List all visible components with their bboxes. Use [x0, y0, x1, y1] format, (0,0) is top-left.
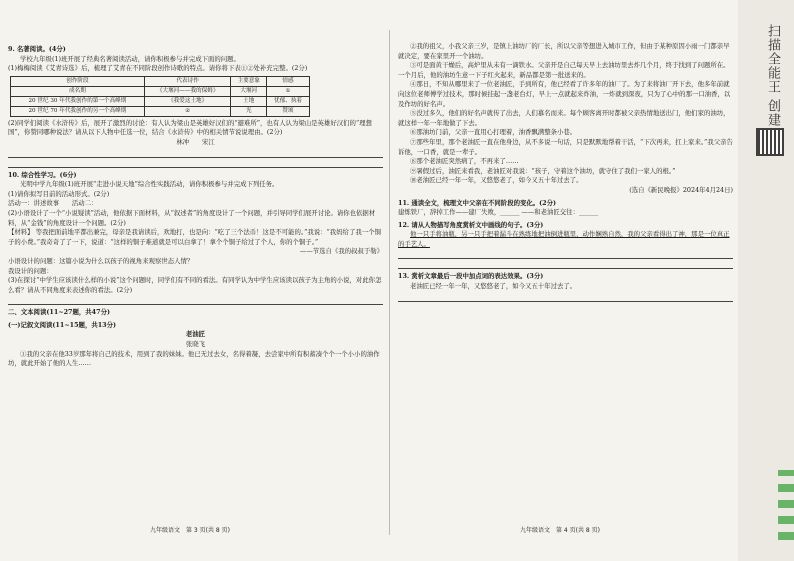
table-row	[11, 106, 310, 116]
q11: 11. 通读全文，梳理文中父亲在不同阶段的变化。(2分)	[398, 198, 557, 207]
answer-line	[398, 259, 733, 269]
table-cell: ①	[267, 86, 310, 96]
table-header-cell: 创作阶段	[11, 76, 145, 86]
article-paragraph: ③可是面黄干燥后，高炉里从未有一滴铁水。父亲开是自己每天早上去油坊里去炸几个月，终于找到了问题所在。一个月后，他的油坊生意一下子红火起来，新品都是第一批送来的。	[398, 61, 730, 79]
q13: 13. 赏析文章最后一段中加点词的表达效果。(3分)	[398, 272, 544, 281]
q9-part1: (1)梅梅阅读《艾青诗选》后，梳理了艾青在不同阶段创作诗歌的特点。请你将下表①②处补充完整。(2分)	[8, 64, 308, 73]
article-paragraph: ⑦那些年里，那个老油匠一直在他身边，从不多说一句话，只是默默地帮着干活，“下次再来，扛上家来。”我父亲告诉他，一口香，就是一辈子。	[398, 137, 733, 156]
poetry-table	[10, 76, 310, 117]
article-paragraph: ①我的父亲在他33岁那年将自己的技术，用到了我的妹妹。他已无过去女，名得着凝，去尝家中所有积蓄凑个个一个小小的油作坊，就此开始了他的人生……	[8, 349, 380, 368]
table-cell: 赞颂	[267, 106, 310, 116]
page-divider	[389, 30, 390, 535]
table-cell: 大堰河	[231, 86, 267, 96]
table-cell: 《我爱这土地》	[144, 96, 231, 106]
answer-line	[8, 158, 383, 168]
article-title: 老油匠	[185, 330, 206, 339]
answer-line	[398, 249, 733, 259]
q10-source: ——节选自《我的叔叔于勒》	[299, 247, 383, 256]
answer-line	[8, 295, 383, 305]
table-header-cell: 代表诗作	[144, 76, 231, 86]
q9-part2: (2)同学们阅读《水浒传》后，展开了激烈的讨论：有人认为梁山是英雄好汉们的“避难所”，也有人认为梁山是英雄好汉们的“理想国”，你赞同哪种说法？请从以下人物中任选一位，结合《水浒传》中的相关情节说说理由。(2分)	[8, 118, 372, 137]
answer-line	[398, 292, 733, 302]
q10-part2: (2)小语设计了一个“小说疑读”活动，他依据下面材料，从“叙述者”的角度设计了一个问题，并引导同学们展开讨论。请你也依据材料，从“金钱”的角度设计一个问题。(2分)	[8, 208, 376, 227]
table-cell: 土地	[231, 96, 267, 106]
table-row	[11, 86, 310, 96]
article-paragraph: ⑩老油匠已经一年一年，又悠悠老了，如今又五十年过去了。	[410, 176, 583, 185]
q9-names: 林冲 宋江	[176, 137, 215, 146]
watermark-label: 扫描全能王 创建	[765, 24, 780, 128]
q10-material: 【材料】 等我把面前地平都出兼完，母亲是我请读后，欢地打，也是向：“吃了三个法币！这是不可能的。”我说：“我妈给了我一个铜子的小费。”我奇奇了了一下，说道：“这样的铜子难道就是可以白拿了！拿个个铜子给过了个人，你的个铜子。”	[8, 228, 381, 246]
scanner-watermark	[746, 18, 786, 188]
q12-quote: 他一只手将油瓶，另一只手把着漏斗在熟练地把油倒进瓶里，动作娴熟自然，我的父亲看得出了神，那是一位真正的手艺人。	[398, 230, 730, 248]
q13-quote: 老油匠已经一年一年，又悠悠老了，如今又五十年过去了。	[410, 282, 577, 291]
page-footer-left: 九年级语文 第 3 页(共 8 页)	[150, 527, 230, 534]
q12: 12. 请从人物描写角度赏析文中画线的句子。(3分)	[398, 220, 544, 229]
q10-part3: (3)在探讨“中学生应该读什么样的小说”这个问题时，同学们有不同的看法。有同学认为中学生应该读以孩子为主角的小说，对此你怎么看？请从不同角度来表述你的看法。(2分)	[8, 276, 382, 294]
q10-heading: 10. 综合性学习。(6分)	[8, 170, 77, 179]
table-cell: 成名期	[11, 86, 145, 96]
article-paragraph: ⑧那个老油匠突然病了，不再来了……	[410, 157, 519, 166]
table-row	[11, 96, 310, 106]
table-header-cell: 主要意象	[231, 76, 267, 86]
article-paragraph: ④那日，不知从哪里来了一位老油匠，手到所有，他已经看了许多年的油厂了。为了来将油厂开下去，他多年前就向这位老师傅学过技术，那时候挂起一盏老台灯，早上一点就起来炸油，一炸就到深夜，只为了心中的那一口油香，以及作坊的好名声。	[398, 80, 731, 108]
table-cell: 光	[231, 106, 267, 116]
qr-code-icon	[756, 128, 784, 156]
q10-my-question: 我设计的问题：	[8, 266, 53, 275]
q11-fill: 建炼铁厂，辞掉工作——建厂失败，______ ——和老油匠交往：______	[398, 208, 599, 217]
table-cell: 忧郁、执着	[267, 96, 310, 106]
answer-line	[8, 148, 383, 158]
article-paragraph: ⑨暑假过后，油匠来看我，老油匠对我说：“孩子，守着这个油坊，就守住了我们一家人的根。”	[410, 166, 676, 175]
q10-part1: (1)请你拟写目前的活动形式。(2分)	[8, 189, 110, 198]
table-header-row	[11, 76, 310, 86]
article-source: (选自《新民晚报》2024年4月24日)	[629, 185, 733, 194]
q10-intro: 光明中学九年级(1)班开展“走进小说天地”综合性实践活动，请你积极参与并完成下列任务。	[20, 180, 279, 189]
left-page	[8, 42, 383, 369]
edge-stripe	[778, 470, 794, 540]
subsection1-heading: (一)记叙文阅读(11~15题，共13分)	[8, 320, 117, 329]
page-footer-right: 九年级语文 第 4 页(共 8 页)	[520, 527, 600, 534]
section2-heading: 二、文本阅读(11~27题，共47分)	[8, 308, 110, 317]
table-cell: ②	[144, 106, 231, 116]
article-author: 张晓飞	[185, 340, 206, 349]
article-paragraph: ⑤没过多久，他们的好名声就传了出去，人们慕名而来。每个顾客离开时都被父亲热情地送出门，他们家的油坊，就这样一年一年地做了下去。	[398, 109, 730, 127]
article-paragraph: ⑥那油坊门前，父亲一直用心打理着，油香飘满整条小巷。	[410, 128, 577, 137]
table-cell: 20 世纪 70 年代我创作的另一个高峰期	[11, 106, 145, 116]
table-cell: 20 世纪 30 年代我创作的第一个高峰期	[11, 96, 145, 106]
q9-intro: 学校九年级(1)班开展了经典名著阅读活动，请你积极参与并完成下面的问题。	[20, 54, 240, 63]
table-cell: 《大堰河——我的保姆》	[144, 86, 231, 96]
article-paragraph: ②我的祖父，小我父亲三岁，是镇上油坊厂的厂长，所以父亲等想进入城市工作，但由于某种原因小雨一门都亲早就决定，要在家里开一个油坊。	[398, 42, 730, 60]
table-header-cell: 情感	[267, 76, 310, 86]
q10-activities: 活动一：讲述故事 活动二：	[8, 199, 98, 208]
right-page	[398, 42, 733, 302]
q9-heading: 9. 名著阅读。(4分)	[8, 45, 66, 53]
q10-example: 小语设计的问题：这篇小说为什么以孩子的视角来观察世态人情？	[8, 256, 194, 265]
